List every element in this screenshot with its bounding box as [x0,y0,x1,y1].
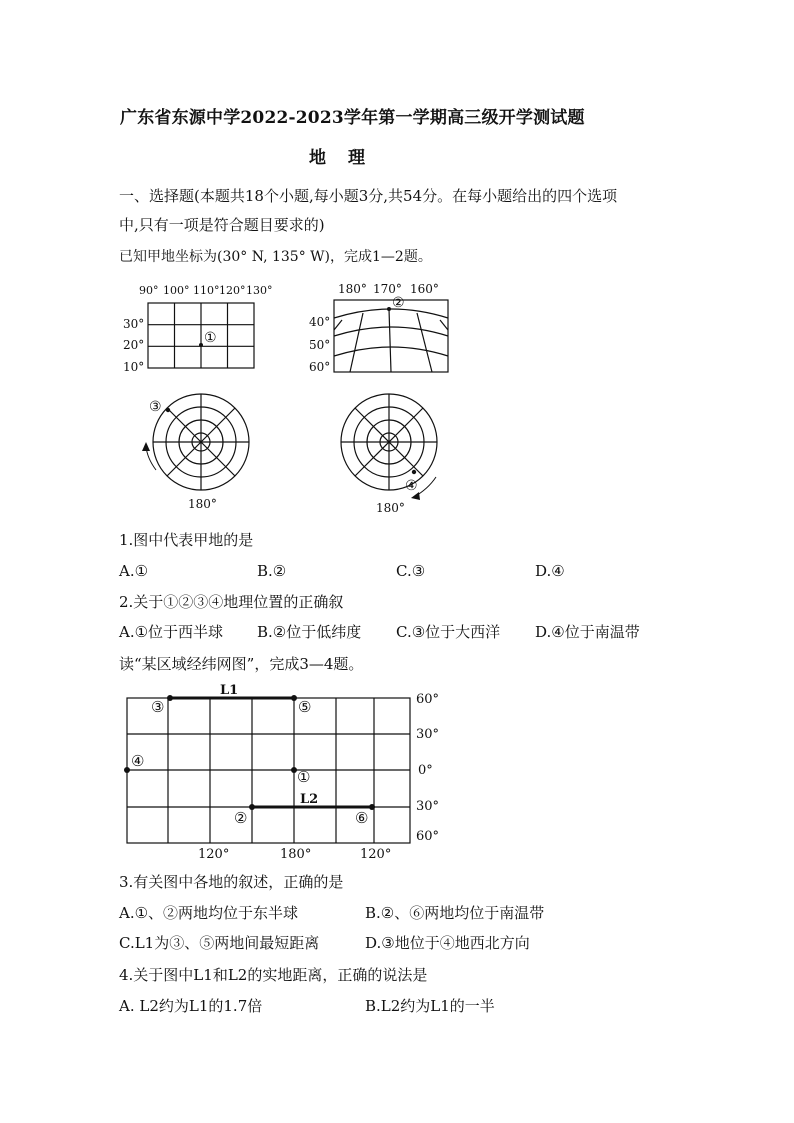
intro-q3-4: 读“某区域经纬网图”，完成3—4题。 [119,655,364,673]
grid-a-top-label: 110° [193,284,220,297]
q1-option-a: A.① [119,562,149,580]
marker-5: ⑤ [298,698,312,716]
grid-a-left-label: 20° [123,338,145,352]
point-1-dot [199,343,203,347]
lat-label: 0° [418,763,433,778]
grid-a-top-label: 130° [246,284,273,297]
lat-label: 60° [416,692,440,707]
section-heading: 一、选择题(本题共18个小题,每小题3分,共54分。在每小题给出的四个选项 [119,187,618,205]
label-l2: L2 [300,792,319,807]
question-3-stem: 3.有关图中各地的叙述，正确的是 [119,873,344,891]
figure-2 [0,680,794,870]
grid-b-left-label: 60° [309,360,331,374]
grid-a-left-label: 10° [123,360,145,374]
q2-option-a: A.①位于西半球 [119,623,224,641]
q2-option-d: D.④位于南温带 [535,623,640,641]
point-3-dot-fig2 [167,695,173,701]
q2-option-c: C.③位于大西洋 [396,623,501,641]
page-title: 广东省东源中学2022-2023学年第一学期高三级开学测试题 [120,108,585,128]
lat-label: 30° [416,727,440,742]
question-1-stem: 1.图中代表甲地的是 [119,531,254,549]
q2-option-b: B.②位于低纬度 [257,623,362,641]
intro-q1-2: 已知甲地坐标为(30° N, 135° W)，完成1—2题。 [119,249,432,265]
grid-a-top-label: 120° [219,284,246,297]
lon-label: 120° [198,847,230,862]
polar-map-b [341,394,437,497]
lon-label: 180° [280,847,312,862]
grid-a-top-label: 100° [163,284,190,297]
q3-option-c: C.L1为③、⑤两地间最短距离 [119,934,320,952]
marker-2: ② [392,295,405,311]
point-2-dot [387,307,391,311]
section-heading-cont: 中,只有一项是符合题目要求的) [119,216,325,234]
grid-b-top-label: 170° [373,282,402,296]
lon-label: 120° [360,847,392,862]
q1-option-d: D.④ [535,562,565,580]
marker-1-fig2: ① [297,768,311,786]
marker-2-fig2: ② [234,809,248,827]
grid-a-left-label: 30° [123,317,145,331]
q3-option-a: A.①、②两地均位于东半球 [119,904,299,922]
label-l1: L1 [220,683,239,698]
point-2-dot-fig2 [249,804,255,810]
figure-1 [0,0,794,530]
q4-option-b: B.L2约为L1的一半 [365,997,495,1015]
q4-option-a: A. L2约为L1的1.7倍 [119,997,263,1015]
grid-b-left-label: 40° [309,315,331,329]
lat-label: 30° [416,799,440,814]
grid-b-left-label: 50° [309,338,331,352]
marker-4: ④ [405,478,418,494]
q3-option-b: B.②、⑥两地均位于南温带 [365,904,545,922]
q1-option-c: C.③ [396,562,426,580]
q1-option-b: B.② [257,562,287,580]
point-4-dot-fig2 [124,767,130,773]
marker-4-fig2: ④ [131,752,145,770]
lat-label: 60° [416,829,440,844]
marker-6: ⑥ [355,809,369,827]
grid-a-top-label: 90° [139,284,159,297]
marker-3-fig2: ③ [151,698,165,716]
subject-title: 地理 [309,148,387,168]
point-4-dot [412,470,416,474]
polar-a-bottom-label: 180° [188,497,217,511]
question-4-stem: 4.关于图中L1和L2的实地距离，正确的说法是 [119,966,428,984]
q3-option-d: D.③地位于④地西北方向 [365,934,530,952]
grid-map-a [148,303,254,368]
question-2-stem: 2.关于①②③④地理位置的正确叙 [119,593,344,611]
point-3-dot [166,408,170,412]
grid-map-b [334,300,448,372]
point-6-dot [369,804,375,810]
marker-3: ③ [149,399,162,415]
polar-b-bottom-label: 180° [376,501,405,515]
point-5-dot [291,695,297,701]
marker-1: ① [204,330,217,346]
grid-b-top-label: 160° [410,282,439,296]
grid-b-top-label: 180° [338,282,367,296]
